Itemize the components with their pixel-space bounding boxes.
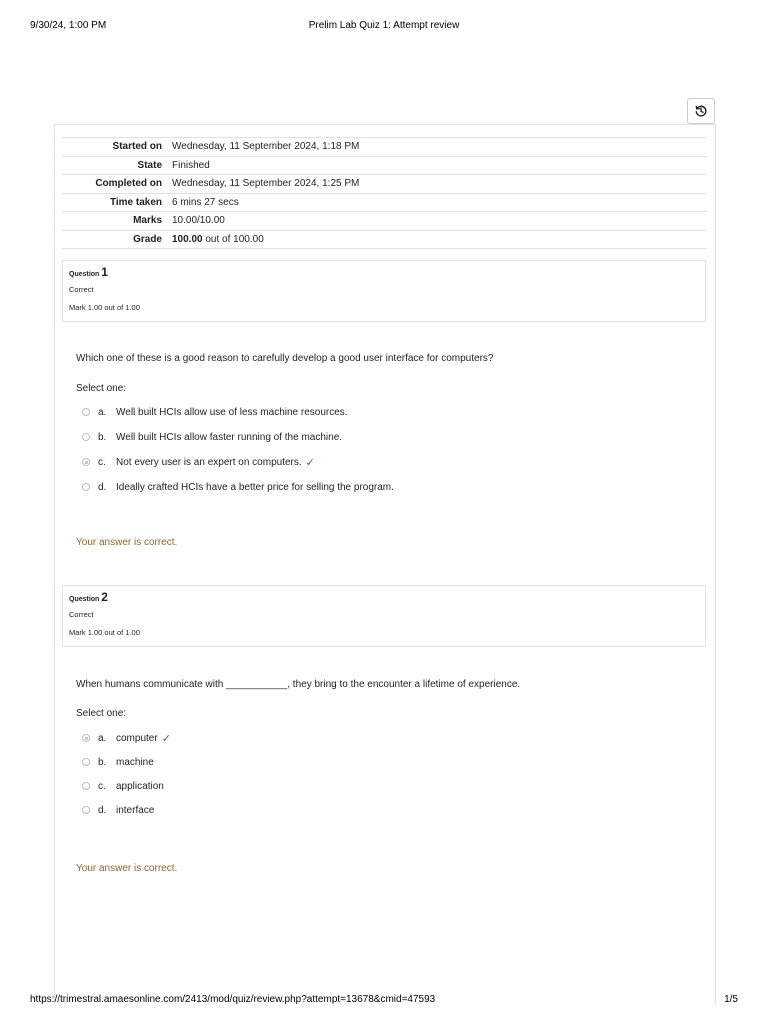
radio-button[interactable] [82,408,90,416]
radio-button[interactable] [82,483,90,491]
answer-option-1b[interactable] [82,430,342,444]
summary-label: Grade [133,233,162,245]
answer-option-2d[interactable] [82,803,154,817]
summary-label: Marks [133,215,162,227]
answer-option-2b[interactable] [82,755,154,769]
option-letter: a. [98,406,107,418]
option-letter: b. [98,431,107,443]
question-number [69,265,699,282]
summary-label: Time taken [109,196,162,208]
radio-button[interactable] [82,433,90,441]
option-text: Not every user is an expert on computers. [116,456,302,468]
option-letter: d. [98,804,107,816]
option-text: computer [116,732,158,744]
answer-feedback-1: Your answer is correct. [76,537,178,548]
question-label: Question [69,596,100,603]
radio-button-selected[interactable] [82,458,90,466]
summary-row-time-taken [62,193,707,212]
answer-option-2a[interactable] [82,731,171,745]
option-letter: c. [98,780,106,792]
answer-option-1c[interactable] [82,455,315,469]
option-letter: b. [98,756,107,768]
question-state: Correct [69,610,94,619]
summary-value: Wednesday, 11 September 2024, 1:18 PM [172,141,360,153]
option-text: Well built HCIs allow use of less machine resources. [116,406,348,418]
radio-button[interactable] [82,758,90,766]
answer-feedback-2: Your answer is correct. [76,863,178,874]
summary-value: 6 mins 27 secs [172,196,239,208]
summary-row-started [62,138,707,157]
question-label: Question [69,271,100,278]
history-icon [694,104,708,118]
question-info-1 [62,260,706,322]
option-text: application [116,780,164,792]
select-one-prompt-2: Select one: [76,708,127,719]
option-text: Ideally crafted HCIs have a better price for selling the program. [116,481,394,493]
summary-value: 10.00/10.00 [172,215,225,227]
summary-label: Completed on [95,178,162,190]
page-url: https://trimestral.amaesonline.com/2413/mod/quiz/review.php?attempt=13678&cmid=47593 [30,994,436,1005]
question-state: Correct [69,285,94,294]
answer-option-2c[interactable] [82,779,164,793]
correct-check-icon: ✓ [161,732,171,745]
radio-button-selected[interactable] [82,734,90,742]
option-letter: d. [98,481,107,493]
attempt-summary-table [62,137,707,249]
summary-row-grade [62,230,707,249]
question-mark: Mark 1.00 out of 1.00 [69,628,140,637]
question-number-value: 2 [101,590,108,604]
option-text: machine [116,756,154,768]
summary-value [172,230,707,249]
question-text-2: When humans communicate with ___________, they bring to the encounter a lifetime of experience. [76,679,521,690]
summary-value: Wednesday, 11 September 2024, 1:25 PM [172,178,360,190]
answer-option-1a[interactable] [82,405,348,419]
question-text-1: Which one of these is a good reason to carefully develop a good user interface for computers? [76,353,494,364]
option-letter: c. [98,456,106,468]
summary-value: Finished [172,159,210,171]
summary-label: State [137,159,162,171]
option-text: interface [116,804,155,816]
option-text: Well built HCIs allow faster running of the machine. [116,431,343,443]
radio-button[interactable] [82,806,90,814]
summary-row-state [62,156,707,175]
page-number: 1/5 [724,994,738,1005]
print-footer [30,994,738,1008]
grade-value: 100.00 [172,233,203,245]
option-letter: a. [98,732,107,744]
question-number [69,590,699,607]
question-mark: Mark 1.00 out of 1.00 [69,303,140,312]
question-info-2 [62,585,706,647]
history-button[interactable] [687,98,715,124]
summary-label: Started on [112,141,162,153]
print-header [30,20,738,34]
grade-out-of: out of 100.00 [202,233,264,245]
select-one-prompt-1: Select one: [76,383,127,394]
answer-option-1d[interactable] [82,480,394,494]
print-datetime: 9/30/24, 1:00 PM [30,20,107,31]
print-title: Prelim Lab Quiz 1: Attempt review [308,20,460,31]
correct-check-icon: ✓ [305,456,315,469]
radio-button[interactable] [82,782,90,790]
summary-row-completed [62,175,707,194]
question-number-value: 1 [101,265,108,279]
summary-row-marks [62,212,707,231]
